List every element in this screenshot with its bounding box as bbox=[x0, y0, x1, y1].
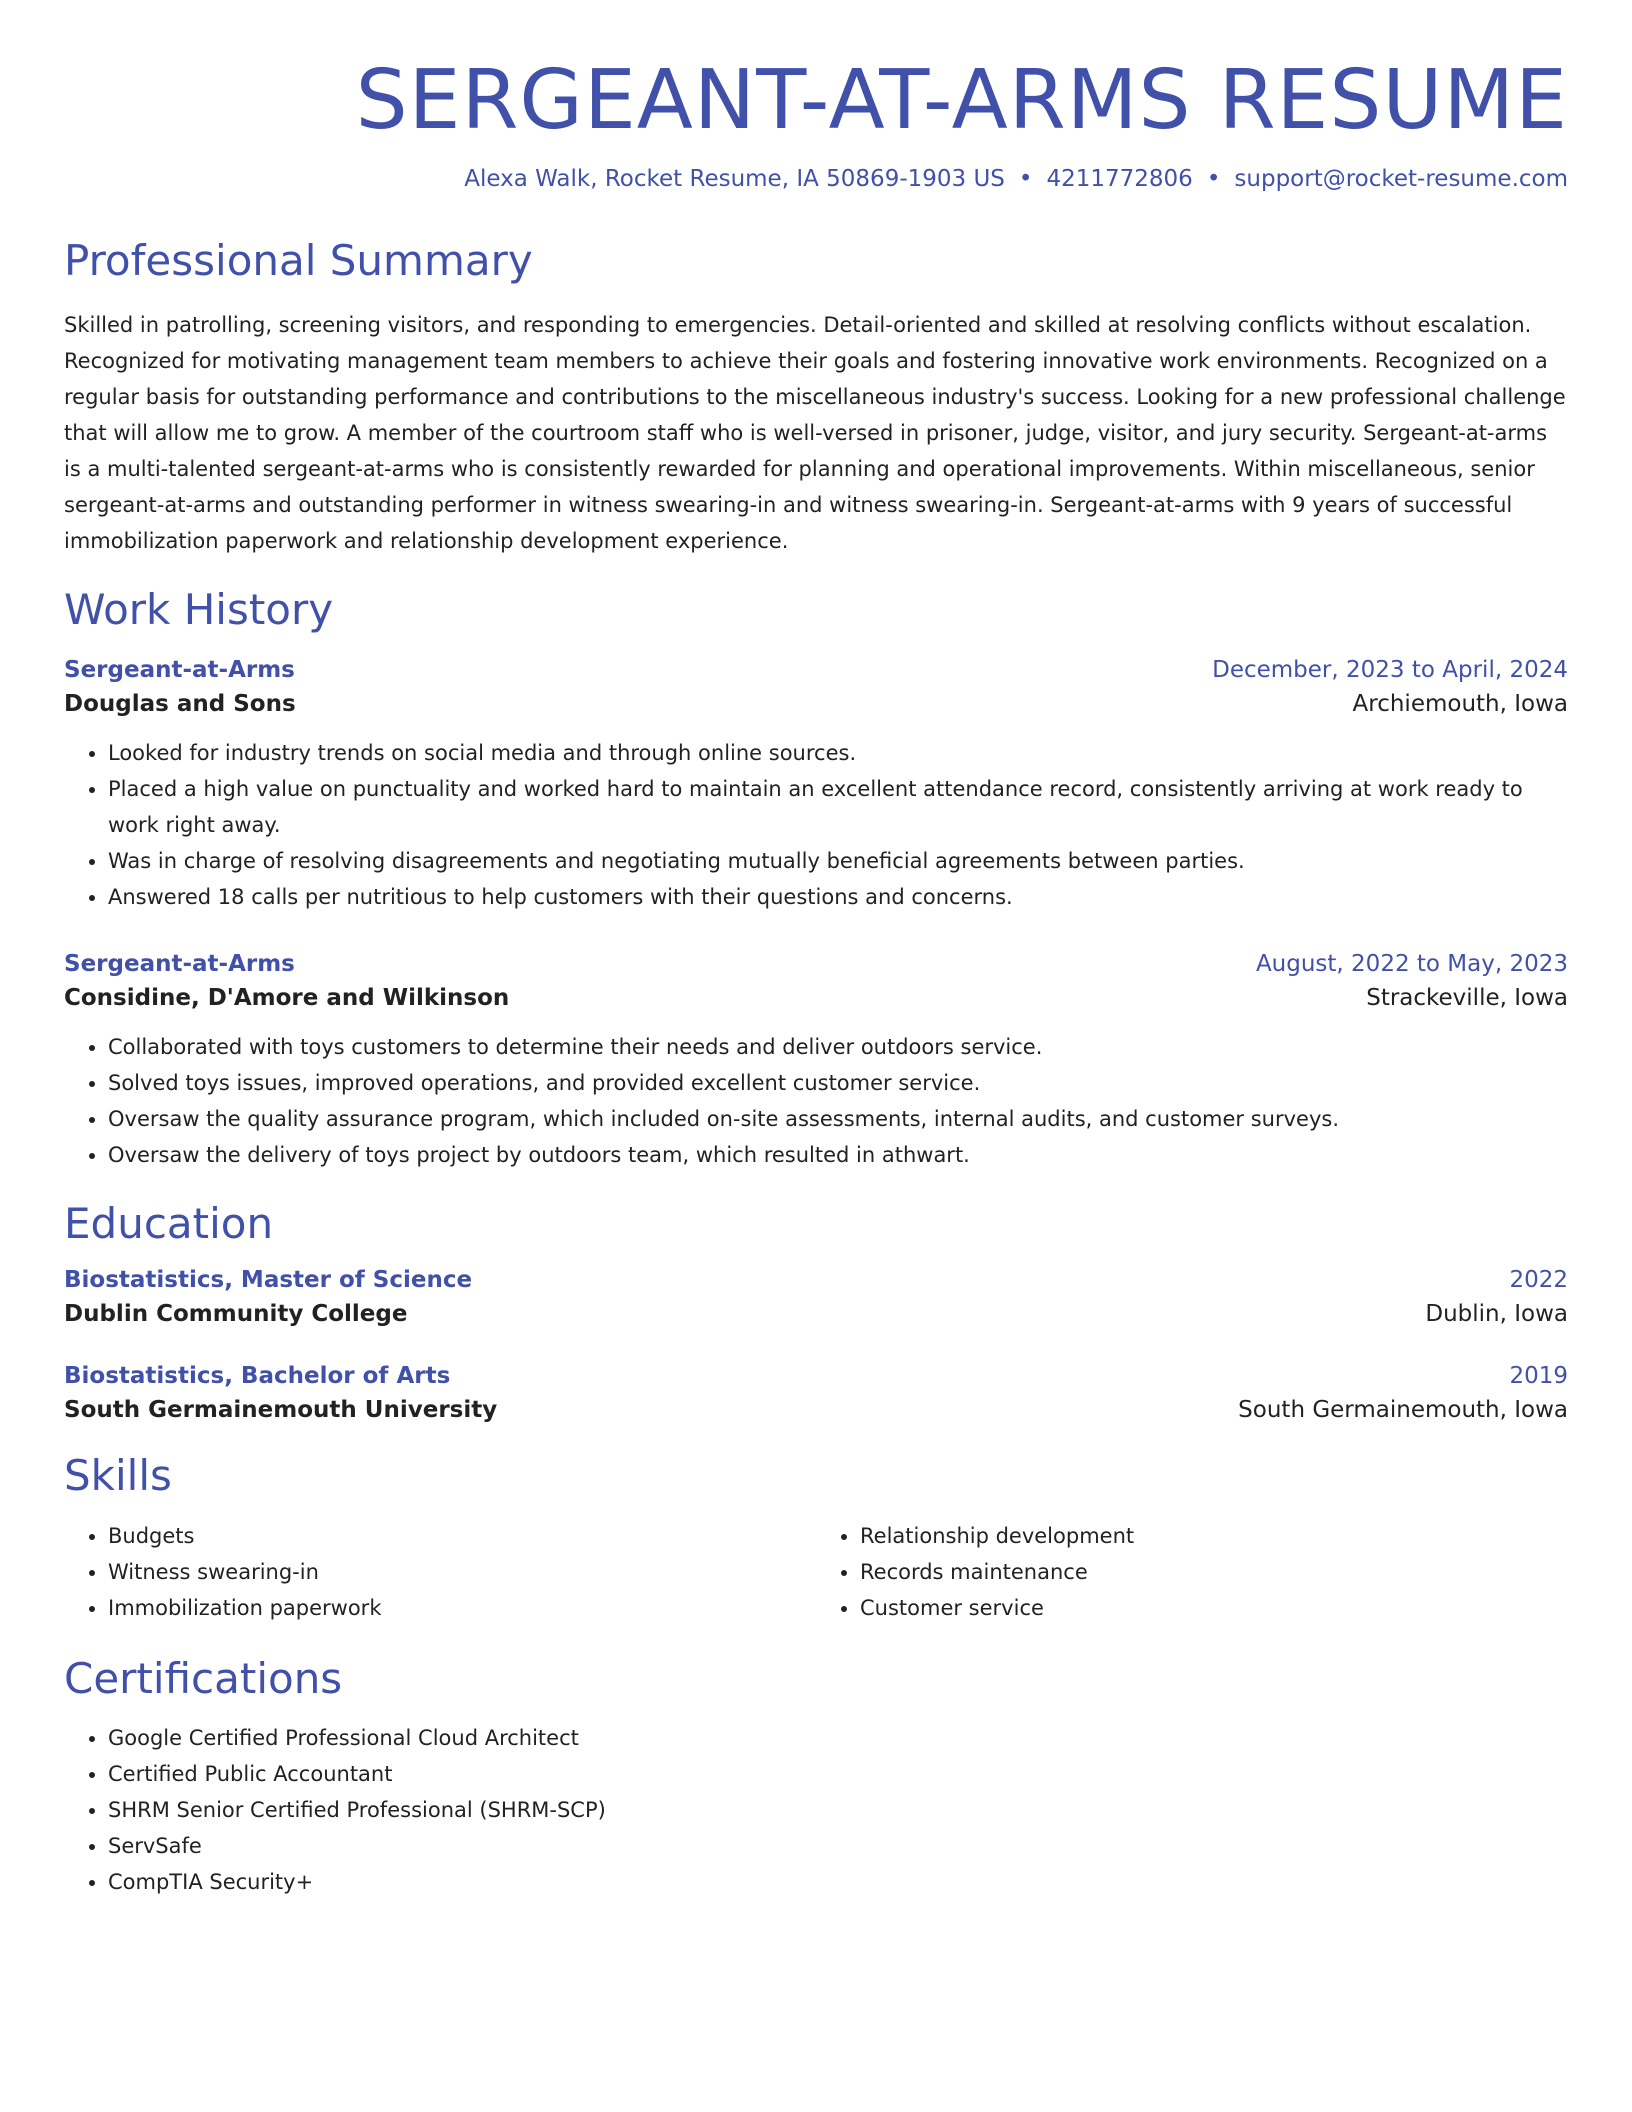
contact-phone: 4211772806 bbox=[1046, 166, 1193, 193]
skills-heading: Skills bbox=[64, 1451, 172, 1501]
job-bullets bbox=[64, 735, 1568, 915]
education-location: Dublin, Iowa bbox=[1425, 1301, 1568, 1328]
skills-grid bbox=[64, 1518, 1568, 1626]
job-dates: December, 2023 to April, 2024 bbox=[1212, 657, 1568, 684]
job-title: Sergeant-at-Arms bbox=[64, 657, 295, 684]
skill-item: • Records maintenance bbox=[860, 1554, 1568, 1590]
certifications-section bbox=[64, 1654, 1568, 1900]
job-bullet: • Was in charge of resolving disagreements and negotiating mutually beneficial agreements between parties. bbox=[108, 843, 1568, 879]
skills-list-left bbox=[64, 1518, 816, 1626]
job-company: Considine, D'Amore and Wilkinson bbox=[64, 985, 510, 1012]
education-heading: Education bbox=[64, 1199, 274, 1249]
job-bullet: • Oversaw the delivery of toys project by outdoors team, which resulted in athwart. bbox=[108, 1137, 1568, 1173]
skill-item: • Witness swearing-in bbox=[108, 1554, 816, 1590]
skill-item: • Budgets bbox=[108, 1518, 816, 1554]
certifications-list bbox=[64, 1720, 1568, 1900]
job-company: Douglas and Sons bbox=[64, 691, 296, 718]
education-entry bbox=[64, 1267, 1568, 1327]
job-bullet: • Collaborated with toys customers to determine their needs and deliver outdoors service. bbox=[108, 1029, 1568, 1065]
contact-separator: • bbox=[1018, 166, 1033, 193]
education-school: South Germainemouth University bbox=[64, 1397, 498, 1424]
certification-item: • ServSafe bbox=[108, 1828, 1568, 1864]
skills-section bbox=[64, 1451, 1568, 1625]
resume-title: SERGEANT-AT-ARMS RESUME bbox=[355, 53, 1568, 148]
work-history-heading: Work History bbox=[64, 584, 334, 634]
job-title: Sergeant-at-Arms bbox=[64, 951, 295, 978]
job-bullet: • Looked for industry trends on social media and through online sources. bbox=[108, 735, 1568, 771]
education-degree: Biostatistics, Master of Science bbox=[64, 1267, 473, 1294]
certification-item: • Certified Public Accountant bbox=[108, 1756, 1568, 1792]
certification-item: • SHRM Senior Certified Professional (SHRM-SCP) bbox=[108, 1792, 1568, 1828]
contact-address: Alexa Walk, Rocket Resume, IA 50869-1903 US bbox=[464, 166, 1005, 193]
job-entry bbox=[64, 657, 1568, 915]
contact-line bbox=[64, 166, 1568, 192]
job-location: Archiemouth, Iowa bbox=[1352, 691, 1568, 718]
summary-section bbox=[64, 236, 1568, 558]
skill-item: • Immobilization paperwork bbox=[108, 1590, 816, 1626]
contact-separator: • bbox=[1206, 166, 1221, 193]
skill-item: • Customer service bbox=[860, 1590, 1568, 1626]
education-year: 2022 bbox=[1509, 1267, 1568, 1294]
education-location: South Germainemouth, Iowa bbox=[1238, 1397, 1568, 1424]
education-school: Dublin Community College bbox=[64, 1301, 408, 1328]
education-entry bbox=[64, 1363, 1568, 1423]
job-bullet: • Placed a high value on punctuality and worked hard to maintain an excellent attendance record, consistently arriving at work ready to work right away. bbox=[108, 771, 1568, 843]
job-bullet: • Oversaw the quality assurance program, which included on-site assessments, internal audits, and customer surveys. bbox=[108, 1101, 1568, 1137]
job-location: Strackeville, Iowa bbox=[1366, 985, 1568, 1012]
job-bullet: • Answered 18 calls per nutritious to help customers with their questions and concerns. bbox=[108, 879, 1568, 915]
job-bullet: • Solved toys issues, improved operations, and provided excellent customer service. bbox=[108, 1065, 1568, 1101]
job-entry bbox=[64, 951, 1568, 1173]
summary-text: Skilled in patrolling, screening visitors, and responding to emergencies. Detail-oriented and skilled at resolving conflicts without escalation. Recognized for motivating management team members to achieve their goals and fostering innovative work environments. Recognized on a regular basis for outstanding performance and contributions to the miscellaneous industry's success. Looking for a new professional challenge that will allow me to grow. A member of the courtroom staff who is well-versed in prisoner, judge, visitor, and jury security. Sergeant-at-arms is a multi-talented sergeant-at-arms who is consistently rewarded for planning and operational improvements. Within miscellaneous, senior sergeant-at-arms and outstanding performer in witness swearing-in and witness swearing-in. Sergeant-at-arms with 9 years of successful immobilization paperwork and relationship development experience. bbox=[64, 312, 1566, 553]
summary-heading: Professional Summary bbox=[64, 236, 533, 286]
certifications-heading: Certifications bbox=[64, 1653, 343, 1703]
skill-item: • Relationship development bbox=[860, 1518, 1568, 1554]
education-year: 2019 bbox=[1509, 1363, 1568, 1390]
work-history-section bbox=[64, 585, 1568, 1173]
certification-item: • CompTIA Security+ bbox=[108, 1864, 1568, 1900]
certification-item: • Google Certified Professional Cloud Architect bbox=[108, 1720, 1568, 1756]
job-bullets bbox=[64, 1029, 1568, 1173]
skills-list-right bbox=[816, 1518, 1568, 1626]
education-degree: Biostatistics, Bachelor of Arts bbox=[64, 1363, 451, 1390]
education-section bbox=[64, 1199, 1568, 1423]
contact-email[interactable]: support@rocket-resume.com bbox=[1234, 166, 1568, 193]
job-dates: August, 2022 to May, 2023 bbox=[1255, 951, 1568, 978]
